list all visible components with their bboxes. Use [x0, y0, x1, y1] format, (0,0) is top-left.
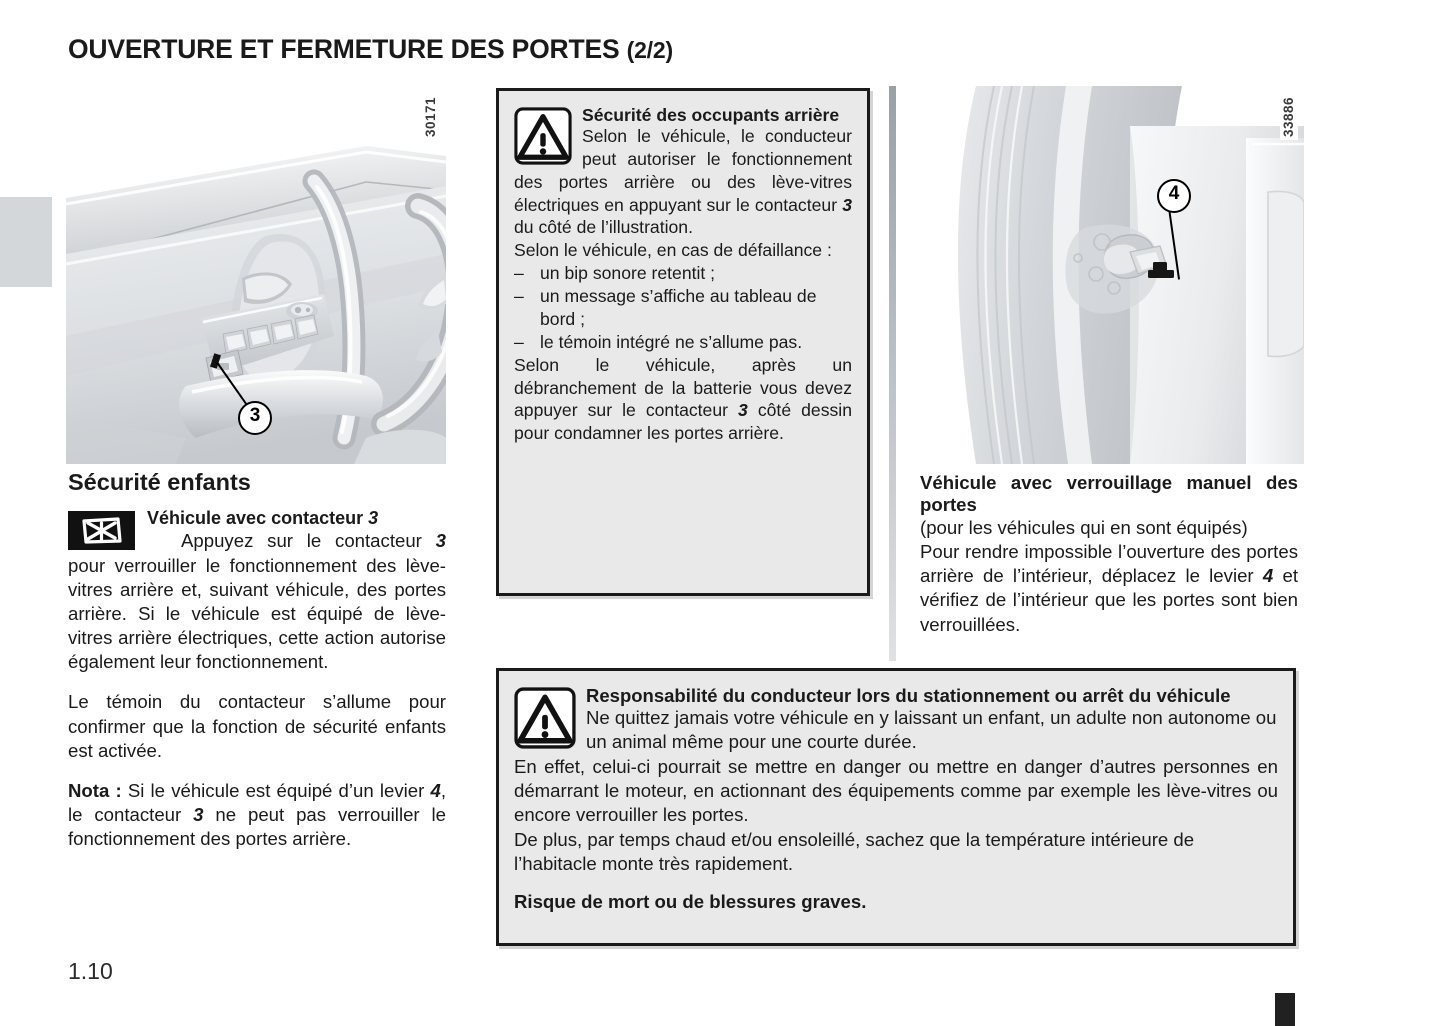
list-item: [514, 331, 852, 354]
page-title: [68, 34, 673, 65]
page-title-fraction: (2/2): [626, 37, 673, 63]
corner-chapter-marker: [1275, 993, 1295, 1026]
paragraph-2: Le témoin du contacteur s’allume pour confirmer que la fonction de sécurité enfants est activée.: [68, 691, 446, 761]
photo-reference-number-right: 33886: [1280, 94, 1298, 140]
warning-paragraph-3: De plus, par temps chaud et/ou ensoleillé, sachez que la température intérieure de l’habitacle monte très rapidement.: [514, 828, 1195, 875]
warning-title: Responsabilité du conducteur lors du stationnement ou arrêt du véhicule: [586, 685, 1231, 706]
callout-4: 4: [1157, 179, 1191, 213]
dash-bullet: –: [514, 331, 524, 352]
list-item: [514, 262, 852, 285]
list-item-label: un bip sonore retentit ;: [540, 263, 716, 284]
note-paragraph: [68, 779, 446, 852]
door-lock-lever-illustration: [916, 86, 1304, 464]
dash-bullet: –: [514, 286, 524, 307]
warning-paragraph-2: Selon le véhicule, en cas de défaillance :: [514, 240, 832, 261]
callout-3: 3: [238, 401, 272, 435]
list-item: [514, 285, 852, 331]
door-panel-photo: [66, 86, 446, 464]
subsection-title: Véhicule avec verrouillage manuel des portes: [920, 472, 1298, 515]
note-label: Nota :: [68, 779, 122, 801]
chapter-edge-tab: [0, 197, 52, 287]
warning-triangle-icon: [514, 107, 572, 165]
child-safety-section: [68, 470, 446, 852]
warning-paragraph-2: En effet, celui-ci pourrait se mettre en danger ou mettre en danger d’autres personnes en démarrant le moteur, en actionnant des équipements comme par exemple les lève-vitres ou encore verrouiller les portes.: [514, 755, 1278, 826]
page-title-text: OUVERTURE ET FERMETURE DES PORTES: [68, 34, 620, 64]
warning-title: Sécurité des occupants arrière: [582, 105, 840, 125]
paragraph-1: Appuyez sur le contacteur 3 pour verrouiller le fonctionnement des lève-vitres arrière et, suivant véhicule, des portes arrière. Si le véhicule est équipé de lève-vitres arrière électriques, cette action autorise également leur fonctionnement.: [68, 530, 446, 673]
list-item-label: le témoin intégré ne s’allume pas.: [540, 331, 803, 352]
failure-symptom-list: [514, 262, 852, 353]
rear-occupant-safety-warning-box: [496, 88, 870, 596]
paragraph-1: (pour les véhicules qui en sont équipés): [920, 516, 1248, 538]
warning-emphasis: Risque de mort ou de blessures graves.: [514, 891, 867, 913]
list-item-label: un message s’affiche au tableau de bord ;: [540, 286, 817, 329]
subsection-title: Véhicule avec contacteur 3: [147, 507, 379, 528]
page-number: 1.10: [68, 958, 113, 984]
warning-paragraph-1: Selon le véhicule, le conducteur peut autoriser le fonctionnement des portes arrière ou des lève-vitres électriques en appuyant sur le contacteur 3 du côté de l’illustration.: [514, 126, 852, 238]
warning-triangle-icon: [514, 687, 576, 749]
warning-paragraph-3: Selon le véhicule, après un débranchement de la batterie vous devez appuyer sur le contacteur 3 côté dessin pour condamner les portes arrière.: [514, 354, 852, 444]
child-lock-icon: [68, 511, 135, 550]
section-title: Sécurité enfants: [68, 469, 251, 495]
door-lock-lever-photo: [916, 86, 1304, 464]
warning-paragraph-1: Ne quittez jamais votre véhicule en y laissant un enfant, un adulte non autonome ou un animal même pour une courte durée.: [586, 707, 1277, 753]
driver-responsibility-warning-box: [496, 668, 1296, 946]
manual-locking-section: [920, 472, 1298, 637]
photo-reference-number-left: 30171: [422, 94, 440, 140]
dash-bullet: –: [514, 263, 524, 284]
note-text: Si le véhicule est équipé d’un levier 4, le contacteur 3 ne peut pas verrouiller le fonctionnement des portes arrière.: [68, 779, 446, 850]
column-divider: [889, 86, 896, 661]
child-lock-glyph: [68, 511, 135, 550]
paragraph-2: Pour rendre impossible l’ouverture des portes arrière de l’intérieur, déplacez le levier 4 et vérifiez de l’intérieur que les portes sont bien verrouillées.: [920, 541, 1298, 635]
